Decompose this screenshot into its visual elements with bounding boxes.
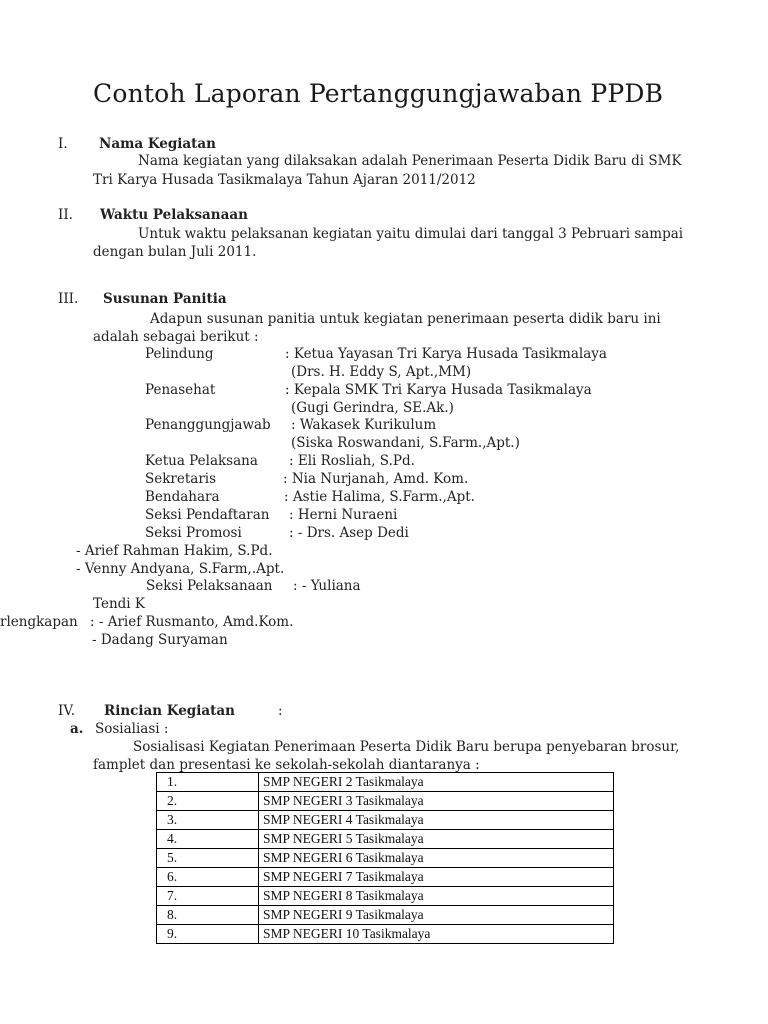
table-row bbox=[157, 849, 614, 868]
committee-member: : - Arief Rusmanto, Amd.Kom. bbox=[90, 614, 294, 630]
paragraph-line: Tri Karya Husada Tasikmalaya Tahun Ajaran 2011/2012 bbox=[93, 172, 476, 188]
section-number: IV. bbox=[58, 703, 76, 719]
committee-member: : Ketua Yayasan Tri Karya Husada Tasikmalaya bbox=[285, 346, 607, 362]
committee-role: Penanggungjawab bbox=[145, 417, 271, 433]
committee-role: rlengkapan bbox=[0, 614, 78, 630]
subsection-title: Sosialiasi : bbox=[95, 721, 169, 737]
committee-role: Seksi Pelaksanaan bbox=[146, 578, 273, 594]
table-row bbox=[157, 868, 614, 887]
row-number: 6. bbox=[157, 868, 259, 887]
row-number: 2. bbox=[157, 792, 259, 811]
paragraph-line: dengan bulan Juli 2011. bbox=[93, 244, 257, 260]
paragraph-line: Sosialisasi Kegiatan Penerimaan Peserta Didik Baru berupa penyebaran brosur, bbox=[133, 739, 680, 755]
paragraph-line: adalah sebagai berikut : bbox=[93, 329, 259, 345]
committee-role: Seksi Promosi bbox=[145, 525, 242, 541]
committee-member: : Astie Halima, S.Farm.,Apt. bbox=[284, 489, 475, 505]
row-number: 1. bbox=[157, 773, 259, 792]
row-number: 3. bbox=[157, 811, 259, 830]
committee-member: : Nia Nurjanah, Amd. Kom. bbox=[283, 471, 469, 487]
table-row bbox=[157, 792, 614, 811]
table-row bbox=[157, 811, 614, 830]
committee-member: : Eli Rosliah, S.Pd. bbox=[289, 453, 415, 469]
committee-member: : - Yuliana bbox=[293, 578, 361, 594]
row-number: 9. bbox=[157, 925, 259, 944]
committee-member: (Drs. H. Eddy S, Apt.,MM) bbox=[291, 364, 472, 380]
committee-member: (Gugi Gerindra, SE.Ak.) bbox=[291, 400, 454, 416]
section-number: I. bbox=[58, 136, 68, 152]
section-heading: Waktu Pelaksanaan bbox=[100, 207, 248, 223]
paragraph-line: Adapun susunan panitia untuk kegiatan penerimaan peserta didik baru ini bbox=[150, 311, 661, 327]
school-name: SMP NEGERI 8 Tasikmalaya bbox=[259, 887, 614, 906]
list-item: - Arief Rahman Hakim, S.Pd. bbox=[76, 543, 273, 559]
committee-role: Ketua Pelaksana bbox=[145, 453, 258, 469]
committee-member: : Herni Nuraeni bbox=[289, 507, 398, 523]
committee-role: Sekretaris bbox=[145, 471, 217, 487]
table-row bbox=[157, 925, 614, 944]
section-number: II. bbox=[58, 207, 73, 223]
committee-member: : Kepala SMK Tri Karya Husada Tasikmalaya bbox=[285, 382, 592, 398]
table-row bbox=[157, 906, 614, 925]
paragraph-line: famplet dan presentasi ke sekolah-sekolah diantaranya : bbox=[93, 757, 480, 773]
committee-role: Bendahara bbox=[145, 489, 220, 505]
school-name: SMP NEGERI 5 Tasikmalaya bbox=[259, 830, 614, 849]
committee-role: Seksi Pendaftaran bbox=[145, 507, 270, 523]
section-heading: Susunan Panitia bbox=[103, 291, 227, 307]
list-item: Tendi K bbox=[93, 596, 145, 612]
committee-member: (Siska Roswandani, S.Farm.,Apt.) bbox=[291, 435, 520, 451]
row-number: 8. bbox=[157, 906, 259, 925]
section-heading: Rincian Kegiatan bbox=[104, 703, 235, 719]
row-number: 4. bbox=[157, 830, 259, 849]
table-row bbox=[157, 773, 614, 792]
school-name: SMP NEGERI 4 Tasikmalaya bbox=[259, 811, 614, 830]
section-heading: Nama Kegiatan bbox=[99, 136, 216, 152]
list-item: - Venny Andyana, S.Farm,.Apt. bbox=[76, 561, 285, 577]
row-number: 5. bbox=[157, 849, 259, 868]
section-number: III. bbox=[58, 291, 79, 307]
page-title: Contoh Laporan Pertanggungjawaban PPDB bbox=[93, 79, 664, 108]
school-name: SMP NEGERI 3 Tasikmalaya bbox=[259, 792, 614, 811]
paragraph-line: Untuk waktu pelaksanan kegiatan yaitu dimulai dari tanggal 3 Pebruari sampai bbox=[138, 226, 684, 242]
subsection-label: a. bbox=[70, 721, 84, 737]
committee-member: : - Drs. Asep Dedi bbox=[289, 525, 409, 541]
heading-colon: : bbox=[278, 703, 283, 719]
school-name: SMP NEGERI 10 Tasikmalaya bbox=[259, 925, 614, 944]
school-name: SMP NEGERI 6 Tasikmalaya bbox=[259, 849, 614, 868]
committee-role: Penasehat bbox=[145, 382, 216, 398]
paragraph-line: Nama kegiatan yang dilaksakan adalah Penerimaan Peserta Didik Baru di SMK bbox=[138, 153, 682, 169]
school-name: SMP NEGERI 9 Tasikmalaya bbox=[259, 906, 614, 925]
row-number: 7. bbox=[157, 887, 259, 906]
committee-role: Pelindung bbox=[145, 346, 214, 362]
school-name: SMP NEGERI 2 Tasikmalaya bbox=[259, 773, 614, 792]
school-name: SMP NEGERI 7 Tasikmalaya bbox=[259, 868, 614, 887]
list-item: - Dadang Suryaman bbox=[92, 632, 228, 648]
committee-member: : Wakasek Kurikulum bbox=[291, 417, 437, 433]
table-row bbox=[157, 830, 614, 849]
table-row bbox=[157, 887, 614, 906]
school-table bbox=[156, 772, 614, 944]
